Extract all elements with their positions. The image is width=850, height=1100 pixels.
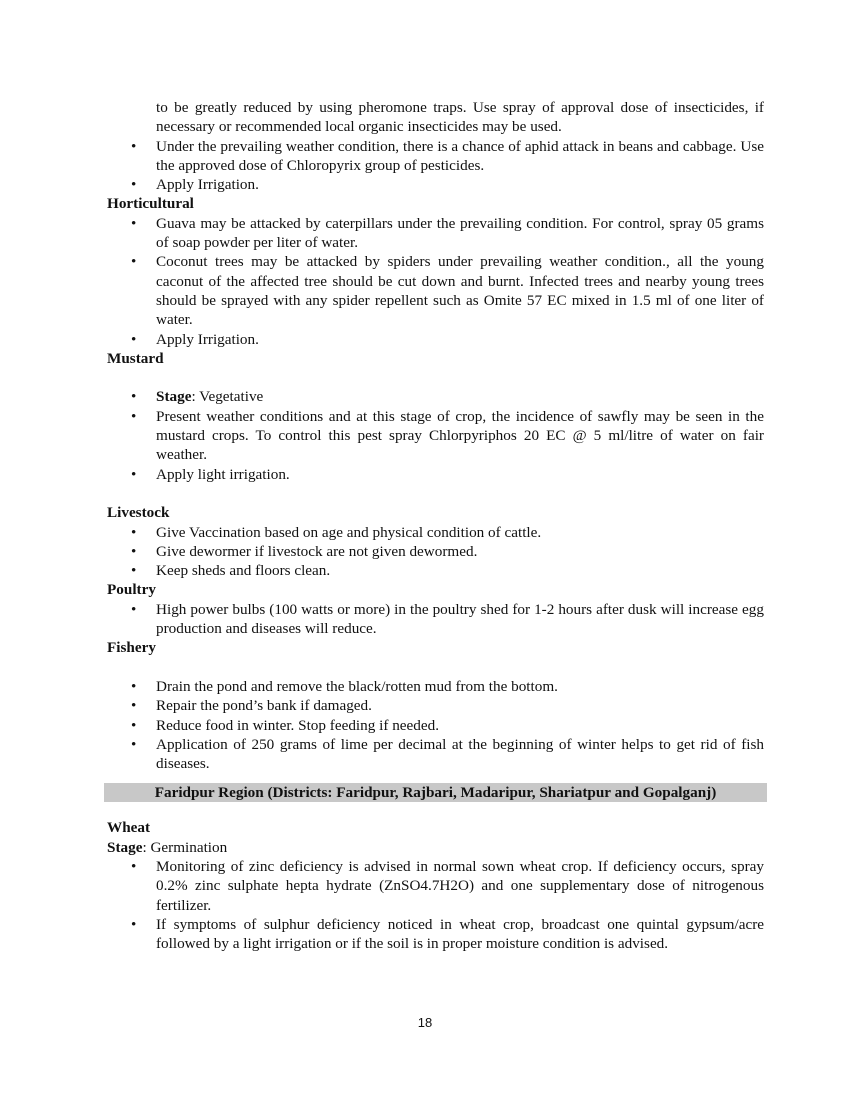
spacer (107, 484, 764, 503)
intro-list (107, 137, 764, 195)
page-number: 18 (417, 1015, 433, 1030)
list-item: • Apply Irrigation. (107, 175, 764, 194)
horticultural-list (107, 214, 764, 349)
section-heading-livestock: Livestock (107, 504, 170, 522)
mustard-list (107, 387, 764, 483)
wheat-list (107, 857, 764, 953)
wheat-stage (107, 838, 764, 857)
list-item: • Apply Irrigation. (107, 330, 764, 349)
continuation-text: to be greatly reduced by using pheromone traps. Use spray of approval dose of insecticides, if necessary or recommended local organic insecticides may be used. (156, 99, 764, 136)
list-item: • Present weather conditions and at this stage of crop, the incidence of sawfly may be seen in the mustard crops. To control this pest spray Chlorpyriphos 20 EC @ 5 ml/litre of water on fair weather. (107, 407, 764, 465)
stage-label: Stage (156, 388, 192, 406)
list-item: • Monitoring of zinc deficiency is advised in normal sown wheat crop. If deficiency occurs, spray 0.2% zinc sulphate hepta hydrate (ZnSO4.7H2O) and one supplementary dose of nitrogenous fertilizer. (107, 857, 764, 915)
section-heading-poultry: Poultry (107, 581, 156, 599)
section-heading-fishery: Fishery (107, 639, 156, 657)
section-heading-horticultural: Horticultural (107, 195, 194, 213)
list-item: • High power bulbs (100 watts or more) in the poultry shed for 1-2 hours after dusk will increase egg production and diseases will reduce. (107, 600, 764, 639)
stage-value: : Vegetative (191, 388, 264, 406)
list-item: • Application of 250 grams of lime per decimal at the beginning of winter helps to get rid of fish diseases. (107, 735, 764, 774)
list-item (107, 387, 764, 406)
stage-value: : Germination (142, 838, 228, 856)
livestock-list (107, 523, 764, 581)
list-item: • Give dewormer if livestock are not given dewormed. (107, 542, 764, 561)
list-item: • Reduce food in winter. Stop feeding if needed. (107, 716, 764, 735)
list-item: • Apply light irrigation. (107, 465, 764, 484)
stage-label: Stage (107, 838, 143, 856)
section-heading-mustard: Mustard (107, 349, 164, 367)
spacer (107, 368, 764, 387)
list-item: • Drain the pond and remove the black/rotten mud from the bottom. (107, 677, 764, 696)
fishery-list (107, 677, 764, 773)
list-item: • Give Vaccination based on age and physical condition of cattle. (107, 523, 764, 542)
region-banner: Faridpur Region (Districts: Faridpur, Rajbari, Madaripur, Shariatpur and Gopalganj) (104, 783, 767, 802)
list-item: • If symptoms of sulphur deficiency noticed in wheat crop, broadcast one quintal gypsum/acre followed by a light irrigation or if the soil is in proper moisture condition is advised. (107, 915, 764, 954)
spacer (107, 658, 764, 677)
list-item: • Repair the pond’s bank if damaged. (107, 696, 764, 715)
list-item: • Keep sheds and floors clean. (107, 561, 764, 580)
document-page (107, 98, 764, 953)
section-heading-wheat: Wheat (107, 819, 151, 837)
list-item: • Under the prevailing weather condition, there is a chance of aphid attack in beans and cabbage. Use the approved dose of Chloropyrix group of pesticides. (107, 137, 764, 176)
list-item: • Coconut trees may be attacked by spiders under prevailing weather condition., all the young caconut of the affected tree should be cut down and burnt. Infected trees and nearby young trees should be sprayed with any spider repellent such as Omite 57 EC mixed in 1.5 ml of one liter of water. (107, 252, 764, 329)
list-item: • Guava may be attacked by caterpillars under the prevailing condition. For control, spray 05 grams of soap powder per liter of water. (107, 214, 764, 253)
poultry-list (107, 600, 764, 639)
